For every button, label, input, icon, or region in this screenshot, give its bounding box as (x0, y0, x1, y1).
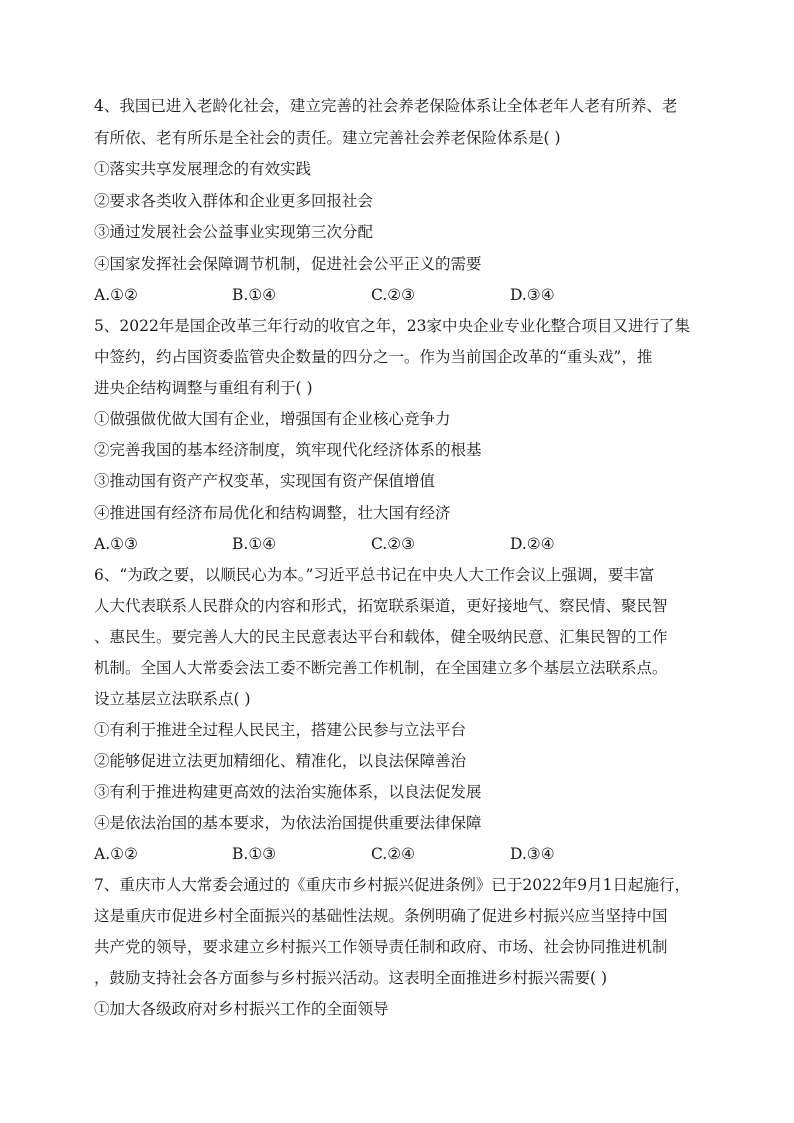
question-5-option-b[interactable]: B.①④ (232, 535, 277, 553)
question-6-stem-line-2: 人大代表联系人民群众的内容和形式，拓宽联系渠道，更好接地气、察民情、聚民智 (94, 597, 668, 615)
question-5-options (94, 534, 694, 554)
question-4-options (94, 285, 694, 305)
question-4-statement-1: ①落实共享发展理念的有效实践 (94, 160, 312, 178)
question-5-stem-line-2: 中签约，约占国资委监管央企数量的四分之一。作为当前国企改革的“重头戏”，推 (94, 348, 653, 366)
question-6-stem-line-3: 、惠民生。要完善人大的民主民意表达平台和载体，健全吸纳民意、汇集民智的工作 (94, 628, 668, 646)
question-5-statement-1: ①做强做优做大国有企业，增强国有企业核心竞争力 (94, 410, 451, 428)
question-6-options (94, 844, 694, 864)
question-6-stem-line-5: 设立基层立法联系点( ) (94, 690, 251, 708)
question-5-statement-4: ④推进国有经济布局优化和结构调整，壮大国有经济 (94, 504, 451, 522)
question-6-stem-line-4: 机制。全国人大常委会法工委不断完善工作机制，在全国建立多个基层立法联系点。 (94, 659, 668, 677)
question-7-stem-line-2: 这是重庆市促进乡村全面振兴的基础性法规。条例明确了促进乡村振兴应当坚持中国 (94, 907, 668, 925)
question-7-stem-line-4: ，鼓励支持社会各方面参与乡村振兴活动。这表明全面推进乡村振兴需要( ) (94, 969, 608, 987)
question-4-stem-line-2: 有所依、老有所乐是全社会的责任。建立完善社会养老保险体系是( ) (94, 129, 561, 147)
question-4-option-d[interactable]: D.③④ (510, 286, 555, 304)
question-6-option-c[interactable]: C.②④ (371, 845, 416, 863)
question-6-statement-2: ②能够促进立法更加精细化、精准化，以良法保障善治 (94, 752, 467, 770)
question-6-option-d[interactable]: D.③④ (510, 845, 555, 863)
question-6-statement-1: ①有利于推进全过程人民民主，搭建公民参与立法平台 (94, 721, 467, 739)
question-6-option-a[interactable]: A.①② (94, 845, 138, 863)
question-6-statement-4: ④是依法治国的基本要求，为依法治国提供重要法律保障 (94, 814, 482, 832)
question-5-option-a[interactable]: A.①③ (94, 535, 138, 553)
question-4-statement-3: ③通过发展社会公益事业实现第三次分配 (94, 223, 374, 241)
question-5-statement-2: ②完善我国的基本经济制度，筑牢现代化经济体系的根基 (94, 441, 482, 459)
question-7-statement-1: ①加大各级政府对乡村振兴工作的全面领导 (94, 1000, 389, 1018)
question-4-statement-4: ④国家发挥社会保障调节机制，促进社会公平正义的需要 (94, 255, 482, 273)
question-5-stem-line-3: 进央企结构调整与重组有利于( ) (94, 379, 313, 397)
question-6-statement-3: ③有利于推进构建更高效的法治实施体系，以良法促发展 (94, 783, 482, 801)
question-4-stem-line-1: 4、我国已进入老龄化社会，建立完善的社会养老保险体系让全体老年人老有所养、老 (94, 97, 678, 115)
question-5-option-c[interactable]: C.②③ (371, 535, 416, 553)
question-4-option-b[interactable]: B.①④ (232, 286, 277, 304)
question-5-option-d[interactable]: D.②④ (510, 535, 555, 553)
question-4-statement-2: ②要求各类收入群体和企业更多回报社会 (94, 192, 374, 210)
question-7-stem-line-1: 7、重庆市人大常委会通过的《重庆市乡村振兴促进条例》已于2022年9月1日起施行， (94, 876, 691, 894)
question-6-option-b[interactable]: B.①③ (232, 845, 277, 863)
question-4-option-c[interactable]: C.②③ (371, 286, 416, 304)
question-5-statement-3: ③推动国有资产产权变革，实现国有资产保值增值 (94, 472, 436, 490)
question-5-stem-line-1: 5、2022年是国企改革三年行动的收官之年，23家中央企业专业化整合项目又进行了集 (94, 317, 691, 335)
question-4-option-a[interactable]: A.①② (94, 286, 138, 304)
question-6-stem-line-1: 6、“为政之要，以顺民心为本。”习近平总书记在中央人大工作会议上强调，要丰富 (94, 566, 655, 584)
question-7-stem-line-3: 共产党的领导，要求建立乡村振兴工作领导责任制和政府、市场、社会协同推进机制 (94, 938, 668, 956)
